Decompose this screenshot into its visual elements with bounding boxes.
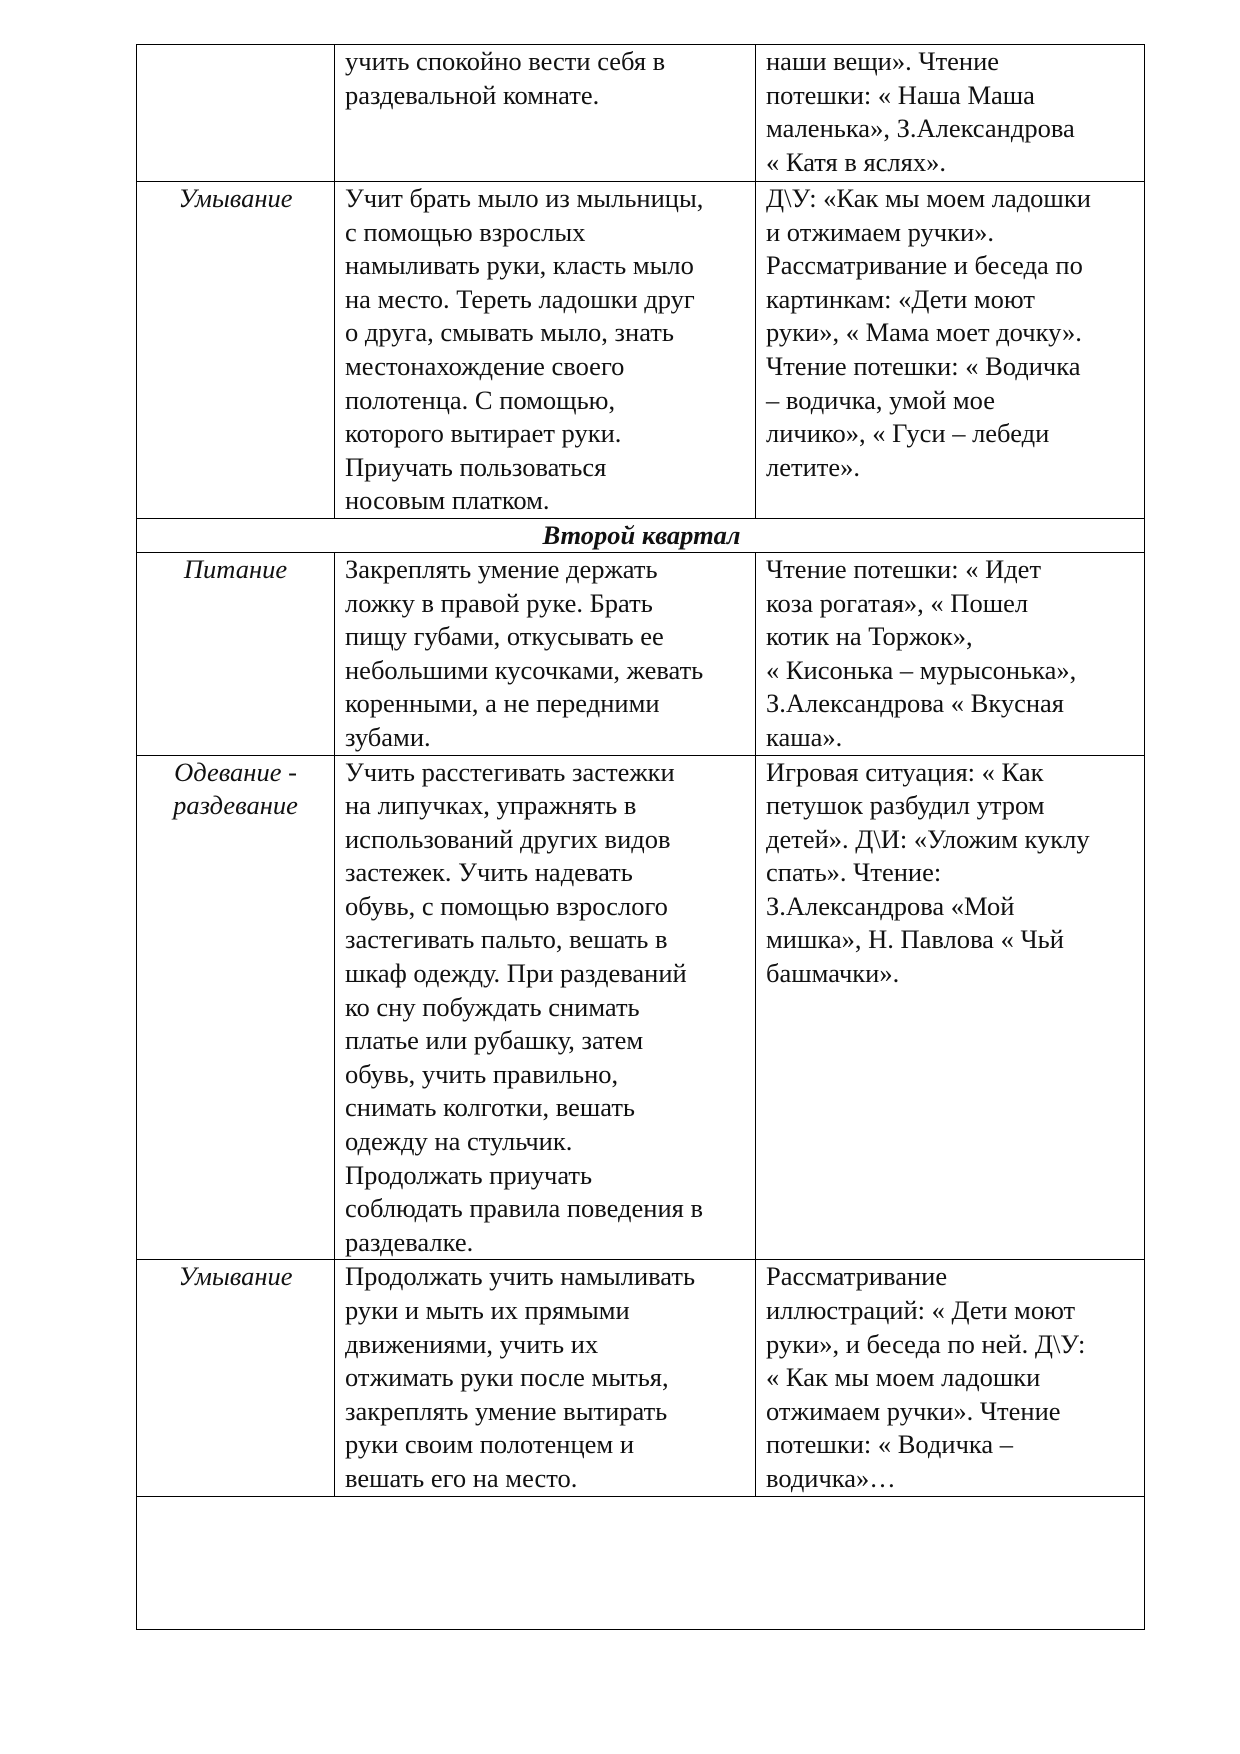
section-title: Второй квартал <box>137 518 1145 552</box>
table-row <box>137 45 1145 182</box>
activities-cell: Игровая ситуация: « Как петушок разбудил утром детей». Д\И: «Уложим куклу спать». Чтение: З.Александрова «Мой мишка», Н. Павлова « Чьй башмачки». <box>756 755 1145 1260</box>
activities-cell: Рассматривание иллюстраций: « Дети моют руки», и беседа по ней. Д\У: « Как мы моем ладошки отжимаем ручки». Чтение потешки: « Водичка – водичка»… <box>756 1260 1145 1496</box>
table-row <box>137 755 1145 1260</box>
activities-cell: Чтение потешки: « Идет коза рогатая», « Пошел котик на Торжок», « Кисонька – мурысонька», З.Александрова « Вкусная каша». <box>756 552 1145 755</box>
category-cell: Питание <box>137 552 335 755</box>
section-row <box>137 518 1145 552</box>
tasks-cell: Учить расстегивать застежки на липучках, упражнять в использований других видов застежек. Учить надевать обувь, с помощью взрослого застегивать пальто, вешать в шкаф одежду. При раздеваний ко сну побуждать снимать платье или рубашку, затем обувь, учить правильно, снимать колготки, вешать одежду на стульчик. Продолжать приучать соблюдать правила поведения в раздевалке. <box>335 755 756 1260</box>
category-cell: Умывание <box>137 1260 335 1496</box>
activities-cell: Д\У: «Как мы моем ладошки и отжимаем ручки». Рассматривание и беседа по картинкам: «Дети моют руки», « Мама моет дочку». Чтение потешки: « Водичка – водичка, умой мое личико», « Гуси – лебеди летите». <box>756 182 1145 519</box>
table-row <box>137 1260 1145 1496</box>
category-cell: Одевание - раздевание <box>137 755 335 1260</box>
empty-row <box>137 1496 1145 1629</box>
empty-cell <box>137 1496 1145 1629</box>
tasks-cell: Закреплять умение держать ложку в правой руке. Брать пищу губами, откусывать ее небольшими кусочками, жевать коренными, а не передними зубами. <box>335 552 756 755</box>
plan-table <box>136 44 1145 1630</box>
category-cell <box>137 45 335 182</box>
table-row <box>137 552 1145 755</box>
tasks-cell: Учит брать мыло из мыльницы, с помощью взрослых намыливать руки, класть мыло на место. Тереть ладошки друг о друга, смывать мыло, знать местонахождение своего полотенца. С помощью, которого вытирает руки. Приучать пользоваться носовым платком. <box>335 182 756 519</box>
category-cell: Умывание <box>137 182 335 519</box>
tasks-cell: Продолжать учить намыливать руки и мыть их прямыми движениями, учить их отжимать руки после мытья, закреплять умение вытирать руки своим полотенцем и вешать его на место. <box>335 1260 756 1496</box>
tasks-cell: учить спокойно вести себя в раздевальной комнате. <box>335 45 756 182</box>
activities-cell: наши вещи». Чтение потешки: « Наша Маша маленька», З.Александрова « Катя в яслях». <box>756 45 1145 182</box>
table-row <box>137 182 1145 519</box>
